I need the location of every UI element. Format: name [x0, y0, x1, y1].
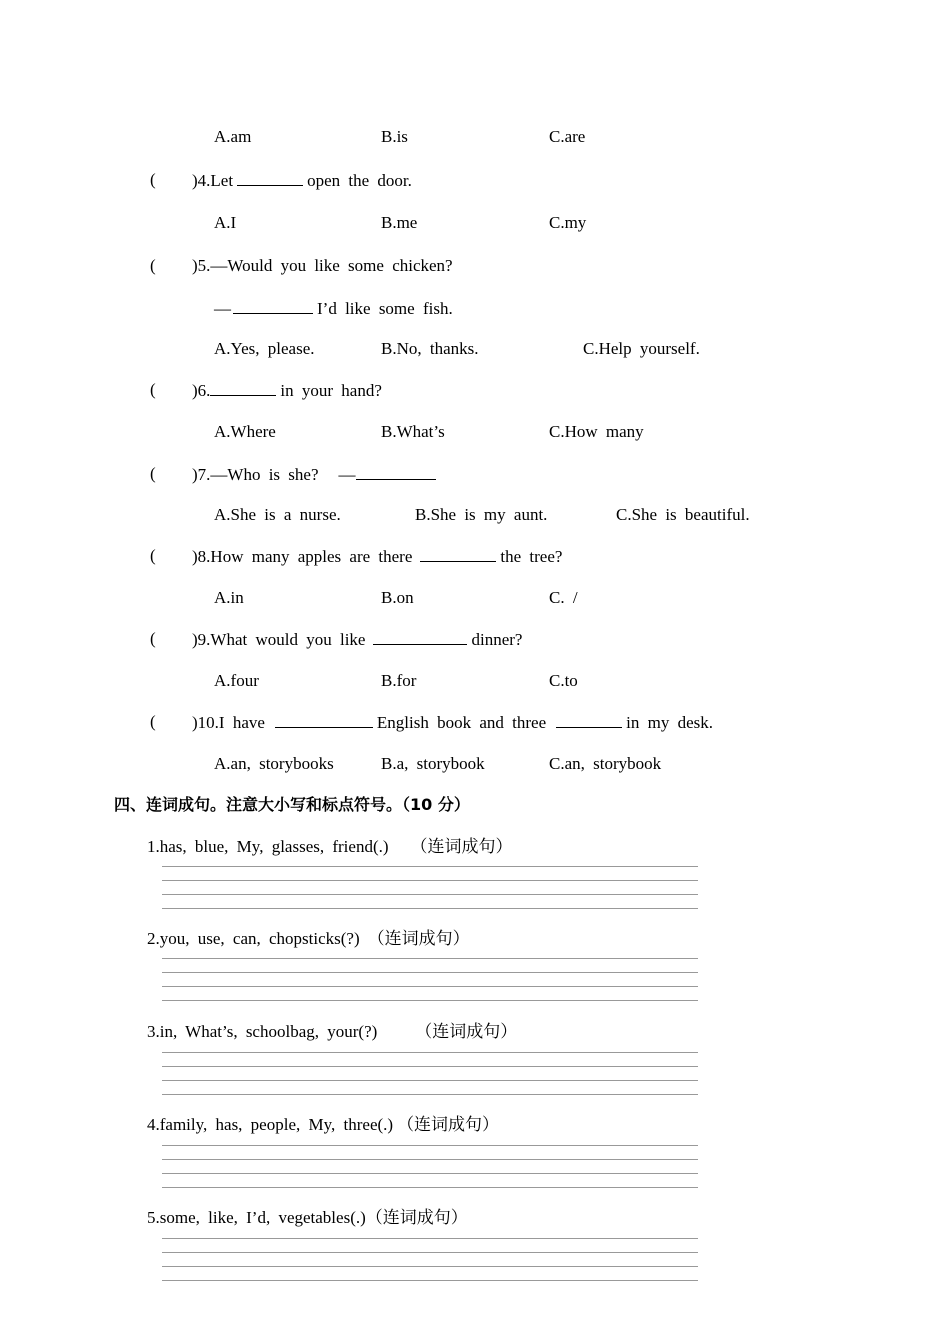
q9-option-c: C.to	[549, 671, 578, 690]
q3-option-c: C.are	[549, 127, 586, 146]
q7-answer-paren: (	[150, 464, 156, 483]
sentence-item-words: 5.some, like, I’d, vegetables(.)	[147, 1208, 366, 1227]
sentence-item-hint: （连词成句）	[397, 1115, 500, 1134]
sentence-item-5	[147, 1208, 468, 1228]
sentence-item-2	[147, 929, 470, 949]
q8-stem: )8.How many apples are there	[192, 547, 413, 566]
sentence-item-words: 1.has, blue, My, glasses, friend(.)	[147, 837, 389, 856]
q6-answer-paren: (	[150, 380, 156, 399]
q5-response	[214, 298, 453, 319]
sentence-item-words: 4.family, has, people, My, three(.)	[147, 1115, 394, 1134]
q4-option-c: C.my	[549, 213, 587, 232]
q10-question	[192, 712, 713, 733]
q8-blank	[420, 546, 496, 562]
sentence-item-3	[147, 1022, 517, 1042]
q8-question	[192, 546, 562, 567]
q9-blank	[373, 629, 467, 645]
q4-stem: )4.Let	[192, 171, 234, 190]
q9-answer-paren: (	[150, 629, 156, 648]
q8-answer-paren: (	[150, 546, 156, 565]
q10-blank-2	[556, 712, 622, 728]
q5-response-end: I’d like some fish.	[317, 299, 453, 318]
q5-stem: )5.—Would you like some chicken?	[192, 256, 453, 275]
q7-option-a: A.She is a nurse.	[214, 505, 341, 524]
q9-stem: )9.What would you like	[192, 630, 366, 649]
q6-option-c: C.How many	[549, 422, 644, 441]
q9-option-a: A.four	[214, 671, 259, 690]
q6-option-a: A.Where	[214, 422, 276, 441]
sentence-item-hint: （连词成句）	[415, 1022, 518, 1041]
q7-question	[192, 464, 440, 485]
q10-stem-mid: English book and three	[376, 713, 547, 732]
q6-blank	[210, 380, 276, 396]
q8-option-b: B.on	[381, 588, 414, 607]
q7-option-c: C.She is beautiful.	[616, 505, 750, 524]
q7-option-b: B.She is my aunt.	[415, 505, 548, 524]
q6-num: )6.	[192, 381, 211, 400]
q5-option-a: A.Yes, please.	[214, 339, 315, 358]
q9-stem-end: dinner?	[471, 630, 523, 649]
q10-stem: )10.I have	[192, 713, 265, 732]
sentence-item-hint: （连词成句）	[367, 929, 470, 948]
q4-stem-end: open the door.	[307, 171, 412, 190]
q7-blank	[356, 464, 436, 480]
sentence-item-words: 2.you, use, can, chopsticks(?)	[147, 929, 360, 948]
q10-option-c: C.an, storybook	[549, 754, 662, 773]
q9-question	[192, 629, 522, 650]
q10-stem-end: in my desk.	[626, 713, 713, 732]
q7-stem: )7.—Who is she?	[192, 465, 319, 484]
q3-option-b: B.is	[381, 127, 408, 146]
q3-option-a: A.am	[214, 127, 252, 146]
sentence-item-hint: （连词成句）	[410, 837, 513, 856]
q6-stem-end: in your hand?	[280, 381, 382, 400]
q8-option-a: A.in	[214, 588, 244, 607]
q5-answer-paren: (	[150, 256, 156, 275]
q5-option-b: B.No, thanks.	[381, 339, 479, 358]
q4-question	[192, 170, 412, 191]
q5-dash: —	[214, 299, 231, 318]
q5-blank	[233, 298, 313, 314]
q8-stem-end: the tree?	[500, 547, 563, 566]
sentence-item-1	[147, 837, 513, 857]
q10-option-b: B.a, storybook	[381, 754, 485, 773]
q8-option-c: C. /	[549, 588, 578, 607]
sentence-item-hint: （连词成句）	[365, 1208, 468, 1227]
sentence-item-words: 3.in, What’s, schoolbag, your(?)	[147, 1022, 378, 1041]
q10-answer-paren: (	[150, 712, 156, 731]
q5-option-c: C.Help yourself.	[583, 339, 700, 358]
q6-option-b: B.What’s	[381, 422, 445, 441]
q4-answer-paren: (	[150, 170, 156, 189]
section-4-heading: 四、连词成句。注意大小写和标点符号。（10 分）	[114, 795, 470, 814]
sentence-item-4	[147, 1115, 499, 1135]
q4-option-b: B.me	[381, 213, 418, 232]
q4-option-a: A.I	[214, 213, 237, 232]
q7-dash: —	[338, 465, 356, 484]
q6-question	[192, 380, 382, 401]
q10-blank-1	[275, 712, 373, 728]
q10-option-a: A.an, storybooks	[214, 754, 334, 773]
q9-option-b: B.for	[381, 671, 417, 690]
q4-blank	[237, 170, 303, 186]
